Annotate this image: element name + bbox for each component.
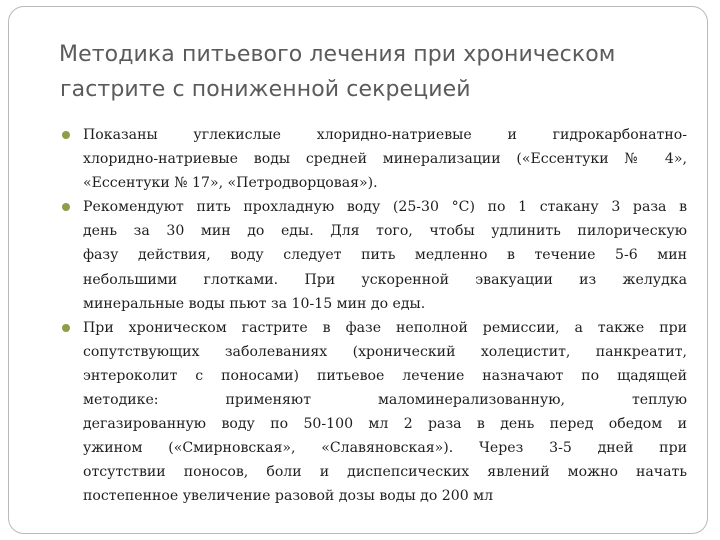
bullet-text-line: дегазированную воду по 50-100 мл 2 раза в день перед обедом и bbox=[83, 416, 687, 433]
bullet-text-line: постепенное увеличение разовой дозы воды до 200 мл bbox=[83, 488, 494, 505]
bullet-list bbox=[61, 123, 687, 509]
bullet-dot-icon bbox=[62, 203, 70, 211]
bullet-text-line: «Ессентуки № 17», «Петродворцовая»). bbox=[83, 175, 378, 192]
bullet-text-line: фазу действия, воду следует пить медленно в течение 5-6 мин bbox=[83, 247, 687, 264]
bullet-dot-icon bbox=[62, 324, 70, 332]
bullet-text-line: небольшими глотками. При ускоренной эвакуации из желудка bbox=[83, 271, 687, 288]
bullet-text-line: отсутствии поносов, боли и диспепсических явлений можно начать bbox=[83, 464, 687, 481]
bullet-text-line: При хроническом гастрите в фазе неполной ремиссии, а также при bbox=[83, 319, 687, 336]
bullet-text-line: день за 30 мин до еды. Для того, чтобы удлинить пилорическую bbox=[83, 223, 687, 240]
bullet-text-line: хлоридно-натриевые воды средней минерализации («Ессентуки № 4», bbox=[83, 151, 687, 168]
bullet-text-line: Показаны углекислые хлоридно-натриевые и гидрокарбонатно- bbox=[83, 127, 687, 143]
bullet-text-line: энтероколит с поносами) питьевое лечение назначают по щадящей bbox=[83, 367, 687, 384]
slide-title bbox=[59, 37, 689, 107]
bullet-item-remission bbox=[61, 316, 687, 509]
bullet-text-line: минеральные воды пьют за 10-15 мин до еды. bbox=[83, 295, 426, 312]
slide-frame bbox=[8, 6, 708, 534]
title-line-1: Методика питьевого лечения при хроническом bbox=[59, 42, 616, 67]
bullet-text-line: ужином («Смирновская», «Славяновская»). Через 3-5 дней при bbox=[83, 440, 687, 457]
bullet-text-line: сопутствующих заболеваниях (хронический холецистит, панкреатит, bbox=[83, 343, 687, 360]
bullet-dot-icon bbox=[62, 131, 70, 139]
bullet-item-indications bbox=[61, 123, 687, 195]
title-line-2: гастрите с пониженной секрецией bbox=[60, 77, 471, 102]
bullet-text-line: методике: применяют маломинерализованную, теплую bbox=[83, 392, 687, 409]
bullet-text-line: Рекомендуют пить прохладную воду (25-30 °С) по 1 стакану 3 раза в bbox=[83, 199, 687, 216]
bullet-item-recommendations bbox=[61, 195, 687, 315]
